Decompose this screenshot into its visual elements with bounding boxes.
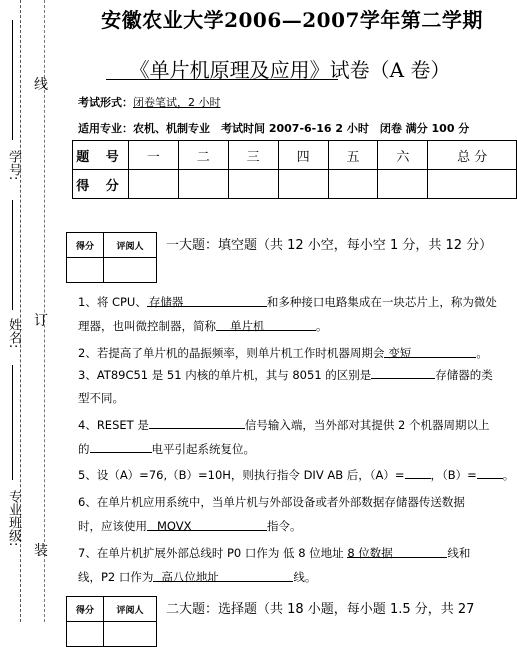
q5-text: ，（B）= [430, 468, 477, 482]
student-name-label: 姓名: [6, 318, 21, 349]
grader-name-label: 评阅人 [104, 597, 157, 622]
table-cell: 四 [278, 141, 328, 170]
q1-text: 。 [316, 319, 328, 333]
binding-mark-ding: 订 [34, 313, 48, 329]
grader-score-label: 得分 [67, 597, 104, 622]
binding-rule [12, 20, 13, 140]
q1-answer: 单片机 [230, 319, 265, 333]
table-cell: 二 [178, 141, 228, 170]
question-1-line2 [78, 318, 510, 334]
q1-text: 和多种接口电路集成在一块芯片上，称为微处 [266, 295, 497, 309]
grader-score-cell[interactable] [67, 258, 104, 283]
q1-answer-blank[interactable] [216, 318, 316, 331]
title-underline [106, 79, 338, 80]
question-5 [78, 466, 515, 483]
question-7 [78, 545, 510, 561]
q7-text: 线和 [447, 546, 471, 560]
score-table [72, 140, 517, 199]
q5-answer-a-blank[interactable] [405, 466, 431, 479]
table-cell: 题 号 [73, 141, 129, 170]
q1-text: 理器，也叫微控制器，简称 [78, 319, 216, 333]
q5-answer-b-blank[interactable] [477, 466, 503, 479]
q4-text: 电平引起系统复位。 [151, 442, 255, 456]
q1-answer-blank[interactable] [147, 294, 267, 307]
grader-box [66, 232, 157, 283]
q2-answer-blank[interactable] [384, 345, 476, 358]
question-7-line2 [78, 569, 510, 585]
question-3-line2: 型不同。 [78, 391, 124, 405]
table-cell: 五 [328, 141, 378, 170]
question-4 [78, 416, 510, 433]
exam-form-label: 考试形式： [78, 96, 133, 109]
grader-score-label: 得分 [67, 233, 104, 258]
score-input-cell[interactable] [328, 170, 378, 199]
exam-scope-line: 适用专业：农机、机制专业 考试时间 2007-6-16 2 小时 闭卷 满分 100 分 [78, 122, 470, 135]
q1-text: 1、将 CPU、 [78, 295, 147, 309]
q1-answer: 存储器 [148, 295, 184, 309]
table-cell: 总 分 [428, 141, 517, 170]
exam-title-line1: 安徽农业大学2006—2007学年第二学期 [101, 8, 483, 32]
q7-answer-blank[interactable] [347, 545, 447, 558]
score-table-score-row [73, 170, 517, 199]
q4-answer-blank[interactable] [90, 440, 152, 453]
score-input-cell[interactable] [428, 170, 517, 199]
question-4-line2 [78, 440, 510, 457]
binding-margin [0, 0, 58, 622]
score-input-cell[interactable] [278, 170, 328, 199]
grader-name-cell[interactable] [104, 258, 157, 283]
section1-title: 一大题：填空题（共 12 小空，每小空 1 分，共 12 分） [166, 238, 493, 253]
q3-text: 存储器的类 [435, 368, 493, 382]
score-input-cell[interactable] [178, 170, 228, 199]
q4-text: 信号输入端，当外部对其提供 2 个机器周期以上 [244, 418, 490, 432]
score-table-header-row [73, 141, 517, 170]
table-cell: 六 [378, 141, 428, 170]
question-6-line2 [78, 518, 510, 534]
q6-answer: MOVX [157, 519, 192, 533]
table-cell: 三 [228, 141, 278, 170]
grader-score-cell[interactable] [67, 622, 104, 647]
question-6: 6、在单片机应用系统中，当单片机与外部设备或者外部数据存储器传送数据 [78, 495, 465, 509]
q4-answer-blank[interactable] [149, 416, 245, 429]
score-input-cell[interactable] [378, 170, 428, 199]
q6-answer-blank[interactable] [147, 518, 267, 531]
question-2 [78, 345, 510, 361]
q7-answer: 8 位数据 [347, 546, 393, 560]
exam-form-value: 闭卷笔试，2 小时 [133, 96, 221, 109]
exam-title-line2: 《单片机原理及应用》试卷（A 卷） [129, 58, 451, 82]
score-input-cell[interactable] [128, 170, 178, 199]
question-1 [78, 294, 510, 310]
question-3 [78, 366, 510, 383]
q3-answer-blank[interactable] [371, 366, 435, 379]
q5-text: 5、设（A）=76,（B）=10H，则执行指令 DIV AB 后，（A）= [78, 468, 405, 482]
score-input-cell[interactable] [228, 170, 278, 199]
exam-form-line [78, 94, 221, 110]
section2-title: 二大题：选择题（共 18 小题，每小题 1.5 分，共 27 [166, 602, 475, 617]
q2-text: 。 [476, 346, 488, 360]
q6-text: 指令。 [267, 519, 302, 533]
grader-name-cell[interactable] [104, 622, 157, 647]
q4-text: 的 [78, 442, 90, 456]
q3-text: 3、AT89C51 是 51 内核的单片机，其与 8051 的区别是 [78, 368, 372, 382]
table-cell: 得 分 [73, 170, 129, 199]
q4-text: 4、RESET 是 [78, 418, 149, 432]
q5-text: 。 [502, 468, 515, 482]
table-cell: 一 [128, 141, 178, 170]
q7-answer: 高八位地址 [161, 570, 219, 584]
grader-name-label: 评阅人 [104, 233, 157, 258]
q2-text: 2、若提高了单片机的晶振频率，则单片机工作时机器周期会 [78, 346, 385, 360]
student-id-label: 学号: [6, 150, 21, 181]
q7-text: 7、在单片机扩展外部总线时 P0 口作为 低 8 位地址 [78, 546, 348, 560]
q2-answer: 变短 [388, 346, 412, 360]
q7-text: 线，P2 口作为 [78, 570, 154, 584]
binding-rule [12, 200, 13, 310]
q7-text: 线。 [293, 570, 317, 584]
q7-answer-blank[interactable] [153, 569, 293, 582]
binding-rule [12, 365, 13, 480]
major-class-label: 专业班级: [6, 490, 21, 547]
q6-text: 时，应该使用 [78, 519, 147, 533]
binding-mark-zhuang: 装 [34, 543, 48, 559]
binding-mark-xian: 线 [34, 77, 48, 93]
